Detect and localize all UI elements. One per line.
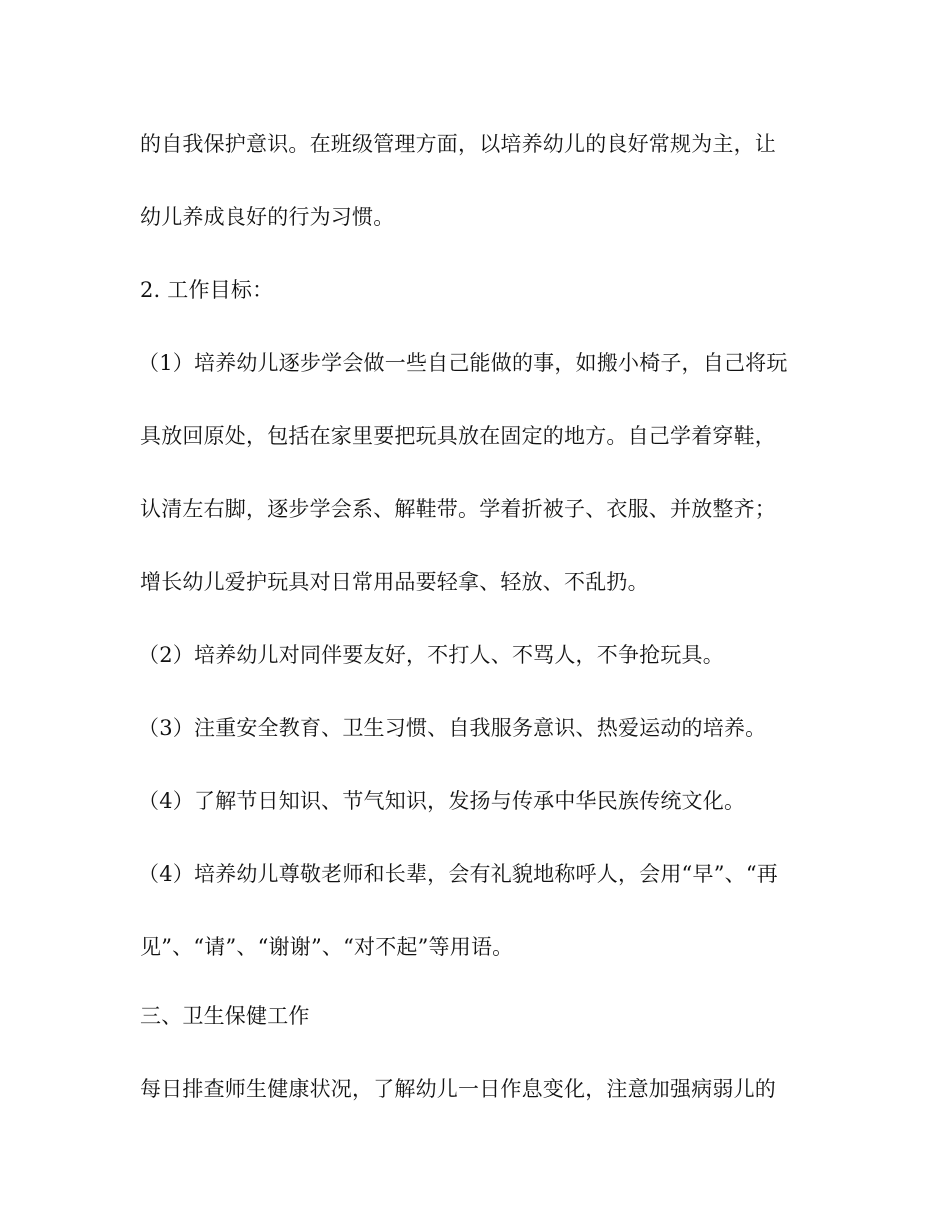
list-item: （2）培养幼儿对同伴要友好，不打人、不骂人，不争抢玩具。 (138, 643, 724, 667)
paragraph-line: 的自我保护意识。在班级管理方面，以培养幼儿的良好常规为主，让 (140, 132, 776, 156)
paragraph-line: 认清左右脚，逐步学会系、解鞋带。学着折被子、衣服、并放整齐； (140, 497, 776, 521)
paragraph-line: 幼儿养成良好的行为习惯。 (140, 205, 395, 229)
list-item: （3）注重安全教育、卫生习惯、自我服务意识、热爱运动的培养。 (138, 716, 767, 740)
paragraph-line: 增长幼儿爱护玩具对日常用品要轻拿、轻放、不乱扔。 (140, 570, 649, 594)
section-heading: 三、卫生保健工作 (140, 1004, 310, 1028)
list-item: （4）培养幼儿尊敬老师和长辈，会有礼貌地称呼人，会用“早”、“再 (138, 862, 778, 886)
section-heading: 2. 工作目标： (140, 278, 274, 302)
list-item: （1）培养幼儿逐步学会做一些自己能做的事，如搬小椅子，自己将玩 (138, 351, 788, 375)
paragraph-line: 每日排查师生健康状况，了解幼儿一日作息变化，注意加强病弱儿的 (140, 1077, 776, 1101)
list-item: （4）了解节日知识、节气知识，发扬与传承中华民族传统文化。 (138, 789, 746, 813)
paragraph-line: 见”、“请”、“谢谢”、“对不起”等用语。 (140, 935, 514, 959)
paragraph-line: 具放回原处，包括在家里要把玩具放在固定的地方。自己学着穿鞋， (140, 424, 776, 448)
